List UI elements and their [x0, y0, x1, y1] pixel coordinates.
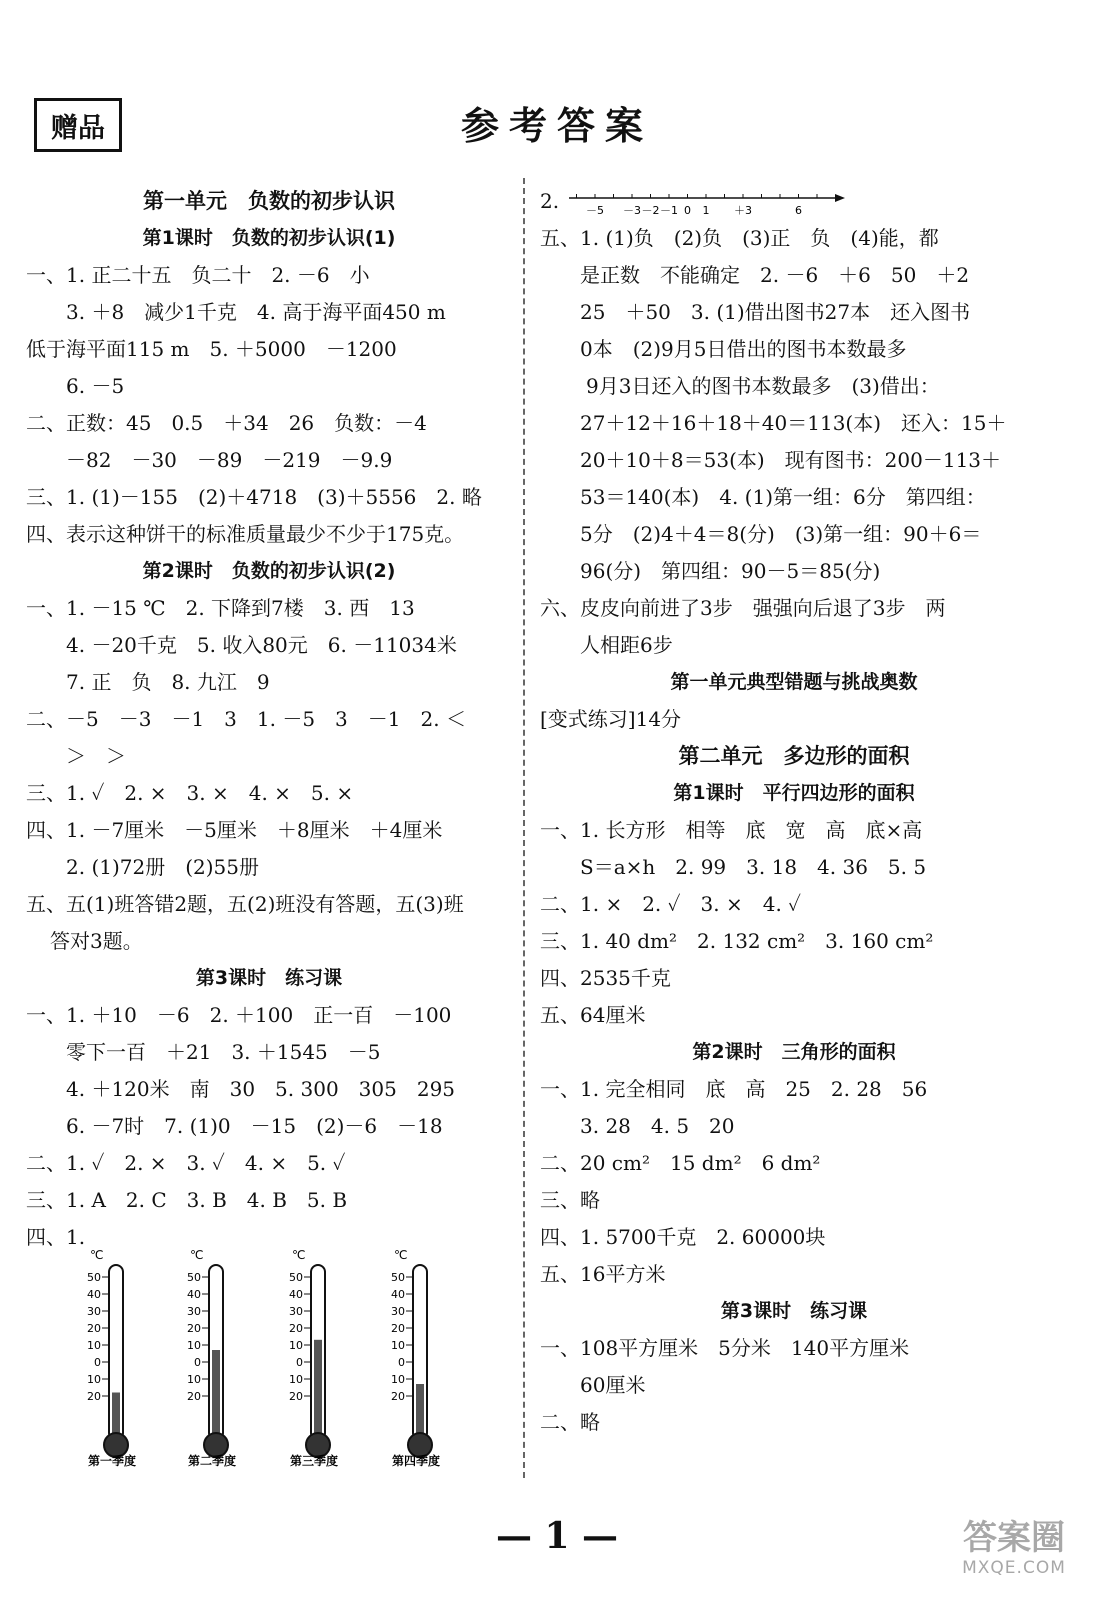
answer-line: 五、64厘米 [540, 1003, 646, 1027]
number-line-label: －5 [586, 203, 605, 217]
scale-label: 20 [187, 1322, 201, 1335]
thermometer [87, 1248, 136, 1467]
answer-line: 5分 (2)4＋4＝8(分) (3)第一组：90＋6＝ [580, 522, 982, 546]
lesson-3-title: 第3课时 练习课 [195, 967, 343, 989]
answer-line: 四、2535千克 [540, 966, 671, 990]
answer-line: 一、1. 长方形 相等 底 宽 高 底×高 [540, 818, 923, 842]
answer-line: 三、1. 40 dm² 2. 132 cm² 3. 160 cm² [540, 929, 934, 953]
scale-label: 10 [187, 1373, 201, 1386]
variant-exercise: [变式练习]14分 [540, 707, 682, 731]
answer-line: 二、1. × 2. ✓ 3. × 4. ✓ [540, 892, 802, 916]
scale-label: 0 [194, 1356, 201, 1369]
scale-label: 40 [391, 1288, 405, 1301]
answer-line: 一、1. 完全相同 底 高 25 2. 28 56 [540, 1077, 928, 1101]
quarter-label: 第一季度 [87, 1454, 137, 1467]
scale-label: 20 [391, 1390, 405, 1403]
unit-label: ℃ [90, 1248, 104, 1262]
scale-label: 10 [391, 1373, 405, 1386]
answer-line: 四、1. 5700千克 2. 60000块 [540, 1225, 826, 1249]
answer-line: 答对3题。 [50, 929, 143, 953]
scale-label: 40 [187, 1288, 201, 1301]
question-number: 2. [540, 189, 560, 213]
scale-label: 20 [289, 1322, 303, 1335]
answer-line: 三、1. ✓ 2. × 3. × 4. × 5. × [26, 781, 354, 805]
unit-label: ℃ [394, 1248, 408, 1262]
number-line-label: －3 [623, 203, 642, 217]
scale-label: 10 [187, 1339, 201, 1352]
scale-label: 10 [289, 1373, 303, 1386]
unit-label: ℃ [292, 1248, 306, 1262]
typical-errors-title: 第一单元典型错题与挑战奥数 [670, 671, 918, 693]
answer-line: －82 －30 －89 －219 －9.9 [66, 448, 393, 472]
scale-label: 20 [289, 1390, 303, 1403]
scale-label: 40 [87, 1288, 101, 1301]
scale-label: 10 [391, 1339, 405, 1352]
mercury-column [416, 1384, 424, 1437]
answer-line: 五、五(1)班答错2题，五(2)班没有答题，五(3)班 [26, 892, 464, 916]
thermometer [289, 1248, 338, 1467]
answer-line: 人相距6步 [580, 633, 673, 657]
answer-line: 四、1. [26, 1225, 86, 1249]
right-column [540, 183, 1048, 1441]
gift-badge: 赠品 [34, 98, 122, 152]
scale-label: 10 [289, 1339, 303, 1352]
number-line-label: －1 [660, 203, 679, 217]
answer-line: 9月3日还入的图书本数最多 (3)借出： [586, 374, 940, 398]
scale-label: 30 [87, 1305, 101, 1318]
answer-line: 二、20 cm² 15 dm² 6 dm² [540, 1151, 821, 1175]
scale-label: 50 [87, 1271, 101, 1284]
answer-line: 96(分) 第四组：90－5＝85(分) [580, 559, 881, 583]
number-line [565, 188, 855, 218]
scale-label: 50 [187, 1271, 201, 1284]
answer-line: 二、1. ✓ 2. × 3. ✓ 4. × 5. ✓ [26, 1151, 346, 1175]
answer-line: 一、1. ＋10 －6 2. ＋100 正一百 －100 [26, 1003, 452, 1027]
scale-label: 20 [391, 1322, 405, 1335]
scale-label: 10 [87, 1373, 101, 1386]
page-title: 参考答案 [460, 104, 653, 148]
answer-line: 六、皮皮向前进了3步 强强向后退了3步 两 [540, 596, 946, 620]
scale-label: 30 [391, 1305, 405, 1318]
watermark-url: MXQE.COM [962, 1558, 1066, 1578]
thermometer [391, 1248, 440, 1467]
unit-2-lesson-1-title: 第1课时 平行四边形的面积 [673, 782, 915, 804]
answer-line: 三、1. A 2. C 3. B 4. B 5. B [26, 1188, 348, 1212]
unit-2-title: 第二单元 多边形的面积 [678, 744, 910, 768]
number-line-label: 0 [684, 203, 692, 217]
thermometer [187, 1248, 236, 1467]
scale-label: 20 [187, 1390, 201, 1403]
answer-line: 是正数 不能确定 2. －6 ＋6 50 ＋2 [580, 263, 970, 287]
scale-label: 40 [289, 1288, 303, 1301]
answer-line: S＝a×h 2. 99 3. 18 4. 36 5. 5 [580, 855, 927, 879]
quarter-label: 第三季度 [289, 1454, 339, 1467]
quarter-label: 第二季度 [187, 1454, 237, 1467]
mercury-column [112, 1393, 120, 1438]
answer-line: 二、正数：45 0.5 ＋34 26 负数：－4 [26, 411, 427, 435]
answer-line: 4. ＋120米 南 30 5. 300 305 295 [66, 1077, 456, 1101]
unit-label: ℃ [190, 1248, 204, 1262]
scale-label: 50 [289, 1271, 303, 1284]
answer-line: 二、略 [540, 1410, 600, 1434]
answer-line: 四、表示这种饼干的标准质量最少不少于175克。 [26, 522, 465, 546]
answer-line: 20＋10＋8＝53(本) 现有图书：200－113＋ [580, 448, 1002, 472]
answer-line: 27＋12＋16＋18＋40＝113(本) 还入：15＋ [580, 411, 1007, 435]
arrow-icon [835, 194, 845, 202]
answer-line: 6. －7时 7. (1)0 －15 (2)－6 －18 [66, 1114, 443, 1138]
unit-2-lesson-3-title: 第3课时 练习课 [720, 1300, 868, 1322]
scale-label: 20 [87, 1322, 101, 1335]
answer-line: 一、1. －15 ℃ 2. 下降到7楼 3. 西 13 [26, 596, 415, 620]
thermometer-figure [28, 1247, 498, 1467]
column-divider [523, 178, 525, 1478]
unit-1-title: 第一单元 负数的初步认识 [143, 189, 395, 213]
mercury-column [212, 1350, 220, 1437]
answer-line: 四、1. －7厘米 －5厘米 ＋8厘米 ＋4厘米 [26, 818, 443, 842]
mercury-column [314, 1340, 322, 1437]
answer-line: 二、－5 －3 －1 3 1. －5 3 －1 2. ＜ [26, 707, 466, 731]
answer-line: 3. 28 4. 5 20 [580, 1114, 735, 1138]
scale-label: 20 [87, 1390, 101, 1403]
answer-line: 一、1. 正二十五 负二十 2. －6 小 [26, 263, 370, 287]
answer-line: 五、1. (1)负 (2)负 (3)正 负 (4)能，都 [540, 226, 939, 250]
watermark-text: 答案圈 [963, 1518, 1065, 1558]
scale-label: 30 [187, 1305, 201, 1318]
answer-line: 0本 (2)9月5日借出的图书本数最多 [580, 337, 907, 361]
answer-line: 五、16平方米 [540, 1262, 666, 1286]
number-line-label: －2 [641, 203, 660, 217]
scale-label: 30 [289, 1305, 303, 1318]
number-line-label: 6 [795, 203, 803, 217]
answer-line: ＞ ＞ [66, 744, 126, 768]
answer-line: 25 ＋50 3. (1)借出图书27本 还入图书 [580, 300, 971, 324]
left-column [26, 183, 512, 1256]
answer-line: 6. －5 [66, 374, 125, 398]
lesson-1-title: 第1课时 负数的初步认识(1) [142, 227, 396, 249]
answer-line: 53＝140(本) 4. (1)第一组：6分 第四组： [580, 485, 986, 509]
answer-line: 低于海平面115 m 5. ＋5000 －1200 [26, 337, 397, 361]
answer-line: 一、108平方厘米 5分米 140平方厘米 [540, 1336, 910, 1360]
scale-label: 10 [87, 1339, 101, 1352]
lesson-2-title: 第2课时 负数的初步认识(2) [142, 560, 396, 582]
answer-line: 7. 正 负 8. 九江 9 [66, 670, 270, 694]
scale-label: 50 [391, 1271, 405, 1284]
answer-line: 零下一百 ＋21 3. ＋1545 －5 [66, 1040, 381, 1064]
answer-line: 三、略 [540, 1188, 600, 1212]
answer-line: 3. ＋8 减少1千克 4. 高于海平面450 m [66, 300, 446, 324]
scale-label: 0 [94, 1356, 101, 1369]
number-line-question [540, 183, 1048, 220]
answer-line: 三、1. (1)－155 (2)＋4718 (3)＋5556 2. 略 [26, 485, 482, 509]
answer-line: 4. －20千克 5. 收入80元 6. －11034米 [66, 633, 457, 657]
watermark-logo [934, 1518, 1094, 1586]
page-number: — 1 — [495, 1515, 619, 1557]
scale-label: 0 [296, 1356, 303, 1369]
number-line-label: ＋3 [734, 203, 753, 217]
answer-line: 60厘米 [580, 1373, 646, 1397]
scale-label: 0 [398, 1356, 405, 1369]
unit-2-lesson-2-title: 第2课时 三角形的面积 [692, 1041, 896, 1063]
number-line-label: 1 [702, 203, 710, 217]
answer-line: 2. (1)72册 (2)55册 [66, 855, 259, 879]
quarter-label: 第四季度 [391, 1454, 441, 1467]
